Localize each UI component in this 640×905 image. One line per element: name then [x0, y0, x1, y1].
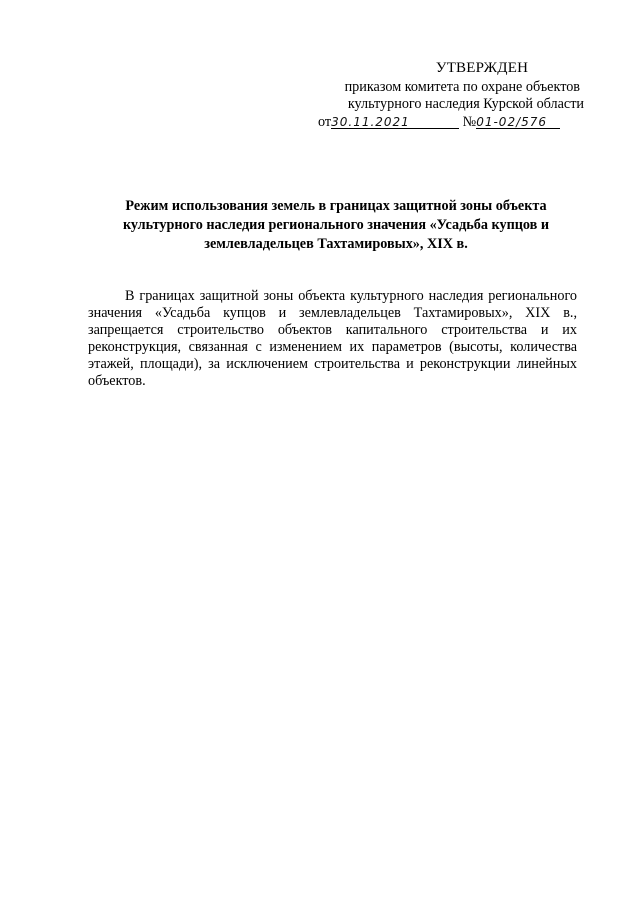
body-paragraph: В границах защитной зоны объекта культурного наследия регионального значения «Усадьба купцов и землевладельцев Тахтамировых», XIX в., запрещается строительство объектов капитального строительства и их реконструкция, связанная с изменением их параметров (высоты, количества этажей, площади), за исключением строительства и реконструкции линейных объектов.: [88, 288, 577, 389]
number-label: №: [462, 114, 477, 130]
handwritten-number: 01-02/576: [476, 116, 560, 129]
from-label: от: [318, 114, 332, 130]
handwritten-date: 30.11.2021: [331, 116, 459, 129]
approval-committee-line: культурного наследия Курской области: [347, 96, 584, 112]
approval-heading: УТВЕРЖДЕН: [435, 60, 529, 76]
document-title: Режим использования земель в границах защитной зоны объекта культурного наследия регионального значения «Усадьба купцов и землевладельцев Тахтамировых», XIX в.: [122, 198, 550, 252]
approval-date-number-line: [312, 114, 592, 131]
approval-block: [312, 60, 592, 131]
approval-order-line: приказом комитета по охране объектов: [344, 79, 580, 95]
